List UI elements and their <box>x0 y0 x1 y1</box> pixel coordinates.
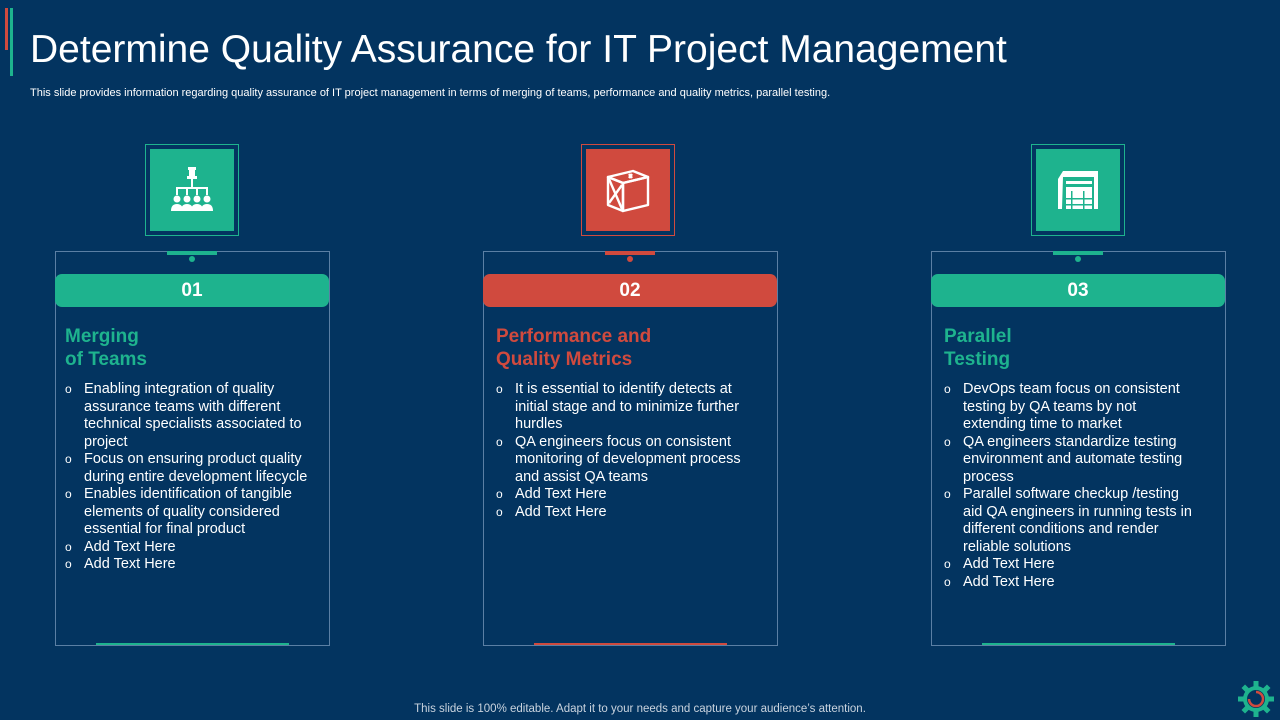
connector-line <box>167 251 217 255</box>
card-heading: Merging of Teams <box>65 326 148 370</box>
list-item: o Enables identification of tangible elements of quality considered essential for final product <box>65 486 292 537</box>
icon-frame-parallel <box>1031 144 1125 236</box>
list-item: o QA engineers standardize testing environment and automate testing process <box>944 433 1183 485</box>
card-bottom-line <box>534 643 727 645</box>
connector-line <box>1053 251 1103 255</box>
accent-bar-red <box>5 8 8 50</box>
bullet-list <box>65 381 315 574</box>
connector-dot <box>627 256 633 262</box>
list-item: o Parallel software checkup /testing aid QA engineers in running tests in different conditions and render reliable solutions <box>944 486 1192 555</box>
list-item: o Add Text Here <box>944 573 1055 590</box>
list-item: o QA engineers focus on consistent monitoring of development process and assist QA teams <box>496 433 741 485</box>
list-item: o Add Text Here <box>944 556 1055 572</box>
card-bottom-line <box>982 643 1175 645</box>
hierarchy-icon <box>150 149 234 231</box>
list-item: o It is essential to identify detects at initial stage and to minimize further hurdles <box>496 381 740 432</box>
card-bottom-line <box>96 643 289 645</box>
package-box-icon <box>586 149 670 231</box>
accent-bar-green <box>10 8 13 76</box>
icon-frame-performance <box>581 144 675 236</box>
connector-dot <box>1075 256 1081 262</box>
list-item: o Add Text Here <box>496 486 607 502</box>
list-item: o Focus on ensuring product quality during entire development lifecycle <box>65 451 308 485</box>
card-number-badge: 02 <box>483 274 777 307</box>
connector-line <box>605 251 655 255</box>
bullet-list <box>496 381 756 521</box>
slide-subtitle: This slide provides information regarding quality assurance of IT project management in terms of merging of teams, performance and quality metrics, parallel testing. <box>30 87 831 99</box>
card-number-badge: 03 <box>931 274 1225 307</box>
slide-title: Determine Quality Assurance for IT Project Management <box>30 28 1007 71</box>
list-item: o Add Text Here <box>65 556 176 572</box>
icon-frame-merging <box>145 144 239 236</box>
card-heading: Parallel Testing <box>944 326 1012 370</box>
slide-footer: This slide is 100% editable. Adapt it to your needs and capture your audience’s attention. <box>414 703 866 715</box>
list-item: o Enabling integration of quality assurance teams with different technical specialists associated to project <box>65 381 302 450</box>
bullet-list <box>944 381 1194 591</box>
warehouse-icon <box>1036 149 1120 231</box>
connector-dot <box>189 256 195 262</box>
list-item: o DevOps team focus on consistent testing by QA teams by not extending time to market <box>944 381 1180 432</box>
card-number-badge: 01 <box>55 274 329 307</box>
gear-icon <box>1237 680 1275 718</box>
list-item: o Add Text Here <box>65 538 176 555</box>
list-item: o Add Text Here <box>496 503 607 520</box>
card-heading: Performance and Quality Metrics <box>496 326 652 370</box>
